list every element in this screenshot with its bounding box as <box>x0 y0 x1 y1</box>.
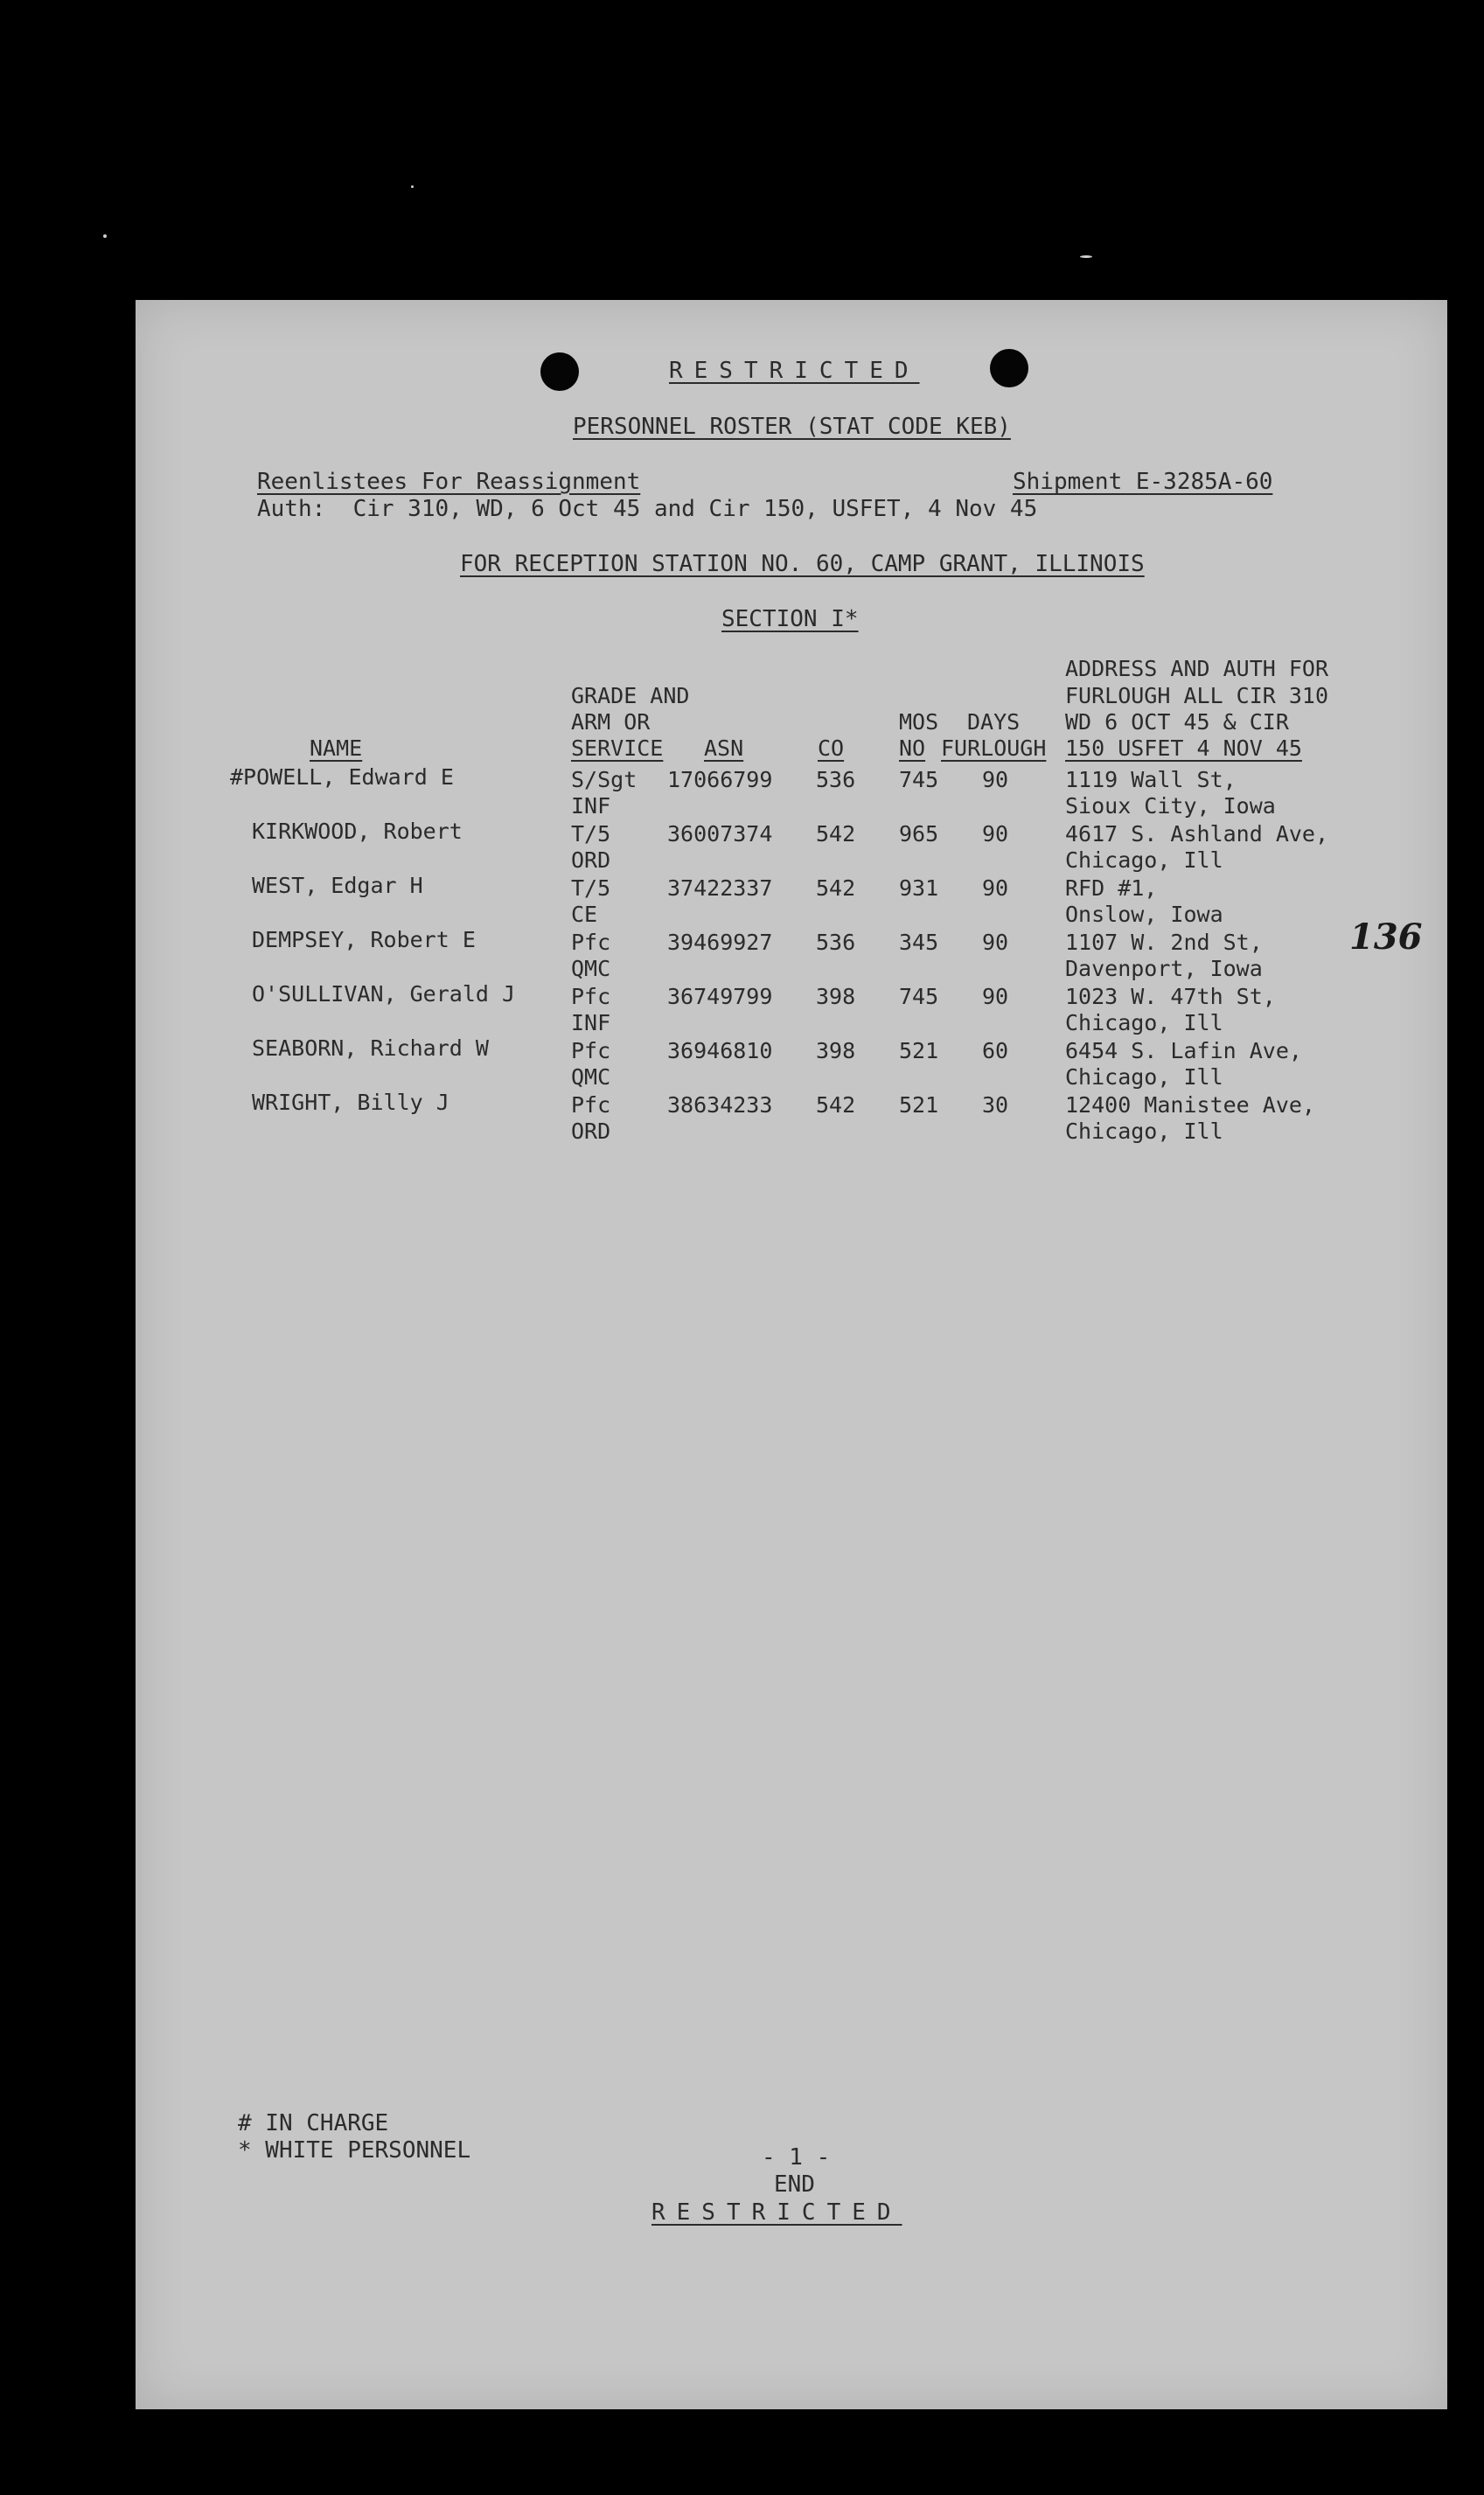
row-address: Chicago, Ill <box>1065 1010 1223 1035</box>
header-address: WD 6 OCT 45 & CIR <box>1065 709 1289 735</box>
row-days: 90 <box>982 930 1009 955</box>
row-name: SEABORN, Richard W <box>252 1035 489 1061</box>
page-stamp-number: 136 <box>1349 916 1423 958</box>
header-days: FURLOUGH <box>941 735 1047 761</box>
row-grade: Pfc <box>571 984 611 1009</box>
row-address: Chicago, Ill <box>1065 1064 1223 1090</box>
row-asn: 36749799 <box>667 984 773 1009</box>
row-address: 1107 W. 2nd St, <box>1065 930 1263 955</box>
row-co: 542 <box>816 1092 856 1118</box>
row-address: Chicago, Ill <box>1065 1119 1223 1144</box>
row-arm: QMC <box>571 1064 611 1090</box>
roster-title: PERSONNEL ROSTER (STAT CODE KEB) <box>573 414 1011 440</box>
row-arm: ORD <box>571 847 611 873</box>
row-days: 90 <box>982 875 1009 901</box>
row-co: 542 <box>816 821 856 847</box>
header-grade: ARM OR <box>571 709 651 735</box>
row-asn: 36946810 <box>667 1038 773 1063</box>
row-mos: 745 <box>899 767 939 792</box>
row-grade: Pfc <box>571 1092 611 1118</box>
classification-header: RESTRICTED <box>669 358 920 384</box>
row-name: WEST, Edgar H <box>252 873 423 898</box>
row-days: 90 <box>982 821 1009 847</box>
header-address: FURLOUGH ALL CIR 310 <box>1065 683 1329 708</box>
row-name: DEMPSEY, Robert E <box>252 927 476 952</box>
row-address: Sioux City, Iowa <box>1065 793 1276 819</box>
row-co: 398 <box>816 984 856 1009</box>
header-address: 150 USFET 4 NOV 45 <box>1065 735 1302 761</box>
scan-speck <box>103 234 107 238</box>
punch-hole-left <box>540 352 579 391</box>
row-days: 90 <box>982 767 1009 792</box>
header-asn: ASN <box>704 735 744 761</box>
row-mos: 521 <box>899 1092 939 1118</box>
row-days: 60 <box>982 1038 1009 1063</box>
row-asn: 39469927 <box>667 930 773 955</box>
row-arm: INF <box>571 1010 611 1035</box>
row-grade: T/5 <box>571 875 611 901</box>
footnote-white-personnel: * WHITE PERSONNEL <box>238 2137 471 2164</box>
category-label: Reenlistees For Reassignment <box>257 469 641 495</box>
end-marker: END <box>774 2171 815 2198</box>
header-days: DAYS <box>967 709 1021 735</box>
row-co: 536 <box>816 930 856 955</box>
row-address: 12400 Manistee Ave, <box>1065 1092 1315 1118</box>
punch-hole-right <box>990 349 1028 387</box>
row-mos: 345 <box>899 930 939 955</box>
row-address: 4617 S. Ashland Ave, <box>1065 821 1329 847</box>
destination-line: FOR RECEPTION STATION NO. 60, CAMP GRANT, ILLINOIS <box>460 551 1145 577</box>
row-mos: 521 <box>899 1038 939 1063</box>
row-asn: 38634233 <box>667 1092 773 1118</box>
row-address: 1119 Wall St, <box>1065 767 1237 792</box>
header-mos: MOS <box>899 709 939 735</box>
row-asn: 37422337 <box>667 875 773 901</box>
row-arm: ORD <box>571 1119 611 1144</box>
row-arm: INF <box>571 793 611 819</box>
header-grade: SERVICE <box>571 735 664 761</box>
header-address: ADDRESS AND AUTH FOR <box>1065 656 1329 681</box>
scan-speck <box>411 185 414 188</box>
row-mos: 931 <box>899 875 939 901</box>
row-name: O'SULLIVAN, Gerald J <box>252 981 516 1007</box>
row-asn: 36007374 <box>667 821 773 847</box>
classification-footer: RESTRICTED <box>651 2199 902 2226</box>
row-name: #POWELL, Edward E <box>230 764 454 790</box>
row-mos: 745 <box>899 984 939 1009</box>
row-address: RFD #1, <box>1065 875 1158 901</box>
row-mos: 965 <box>899 821 939 847</box>
row-co: 536 <box>816 767 856 792</box>
row-arm: QMC <box>571 956 611 981</box>
row-address: Chicago, Ill <box>1065 847 1223 873</box>
row-grade: S/Sgt <box>571 767 637 792</box>
row-address: Davenport, Iowa <box>1065 956 1263 981</box>
header-co: CO <box>818 735 845 761</box>
row-address: 1023 W. 47th St, <box>1065 984 1276 1009</box>
row-days: 90 <box>982 984 1009 1009</box>
header-name: NAME <box>310 735 363 761</box>
authority-line: Auth: Cir 310, WD, 6 Oct 45 and Cir 150, USFET, 4 Nov 45 <box>257 496 1038 522</box>
section-title: SECTION I* <box>721 606 859 632</box>
row-co: 398 <box>816 1038 856 1063</box>
row-address: 6454 S. Lafin Ave, <box>1065 1038 1302 1063</box>
shipment-number: Shipment E-3285A-60 <box>1013 469 1273 495</box>
header-grade: GRADE AND <box>571 683 690 708</box>
row-grade: T/5 <box>571 821 611 847</box>
row-grade: Pfc <box>571 930 611 955</box>
scan-speck <box>1080 255 1092 258</box>
footnote-in-charge: # IN CHARGE <box>238 2110 389 2136</box>
document-page <box>136 300 1447 2409</box>
row-days: 30 <box>982 1092 1009 1118</box>
header-mos: NO <box>899 735 926 761</box>
row-name: WRIGHT, Billy J <box>252 1090 449 1115</box>
row-asn: 17066799 <box>667 767 773 792</box>
row-co: 542 <box>816 875 856 901</box>
row-grade: Pfc <box>571 1038 611 1063</box>
page-number: - 1 - <box>762 2144 831 2171</box>
row-arm: CE <box>571 902 598 927</box>
row-name: KIRKWOOD, Robert <box>252 819 463 844</box>
row-address: Onslow, Iowa <box>1065 902 1223 927</box>
